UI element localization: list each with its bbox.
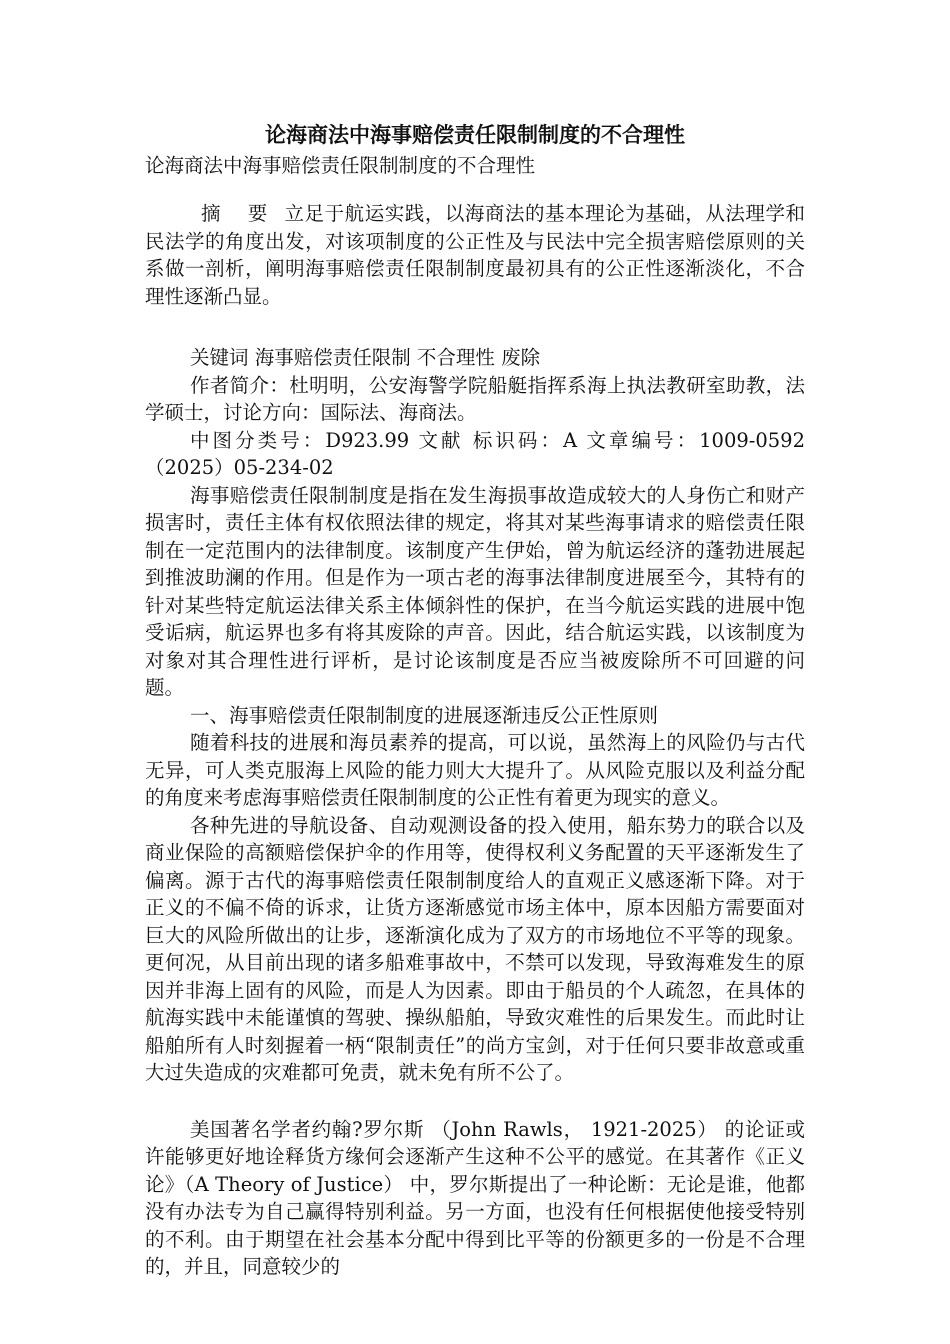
classification-info: 中图分类号：D923.99 文献 标识码：A 文章编号：1009-0592（2025）05-234-02: [145, 428, 805, 479]
section-heading: 一、海事赔偿责任限制制度的进展逐渐违反公正性原则: [190, 703, 659, 727]
body-paragraph: 随着科技的进展和海员素养的提高，可以说，虽然海上的风险仍与古代无异，可人类克服海上风险的能力则大大提升了。从风险克服以及利益分配的角度来考虑海事赔偿责任限制制度的公正性有着更为现实的意义。: [145, 731, 805, 809]
abstract-label: 摘 要: [201, 202, 278, 225]
document-title: 论海商法中海事赔偿责任限制制度的不合理性: [265, 122, 685, 147]
abstract-text: 立足于航运实践，以海商法的基本理论为基础，从法理学和民法学的角度出发，对该项制度的公正性及与民法中完全损害赔偿原则的关系做一剖析，阐明海事赔偿责任限制制度最初具有的公正性逐渐淡化，不合理性逐渐凸显。: [145, 202, 805, 308]
document-subtitle: 论海商法中海事赔偿责任限制制度的不合理性: [145, 154, 536, 177]
author-intro: 作者简介：杜明明，公安海警学院船艇指挥系海上执法教研室助教，法学硕士，讨论方向：国际法、海商法。: [145, 373, 805, 424]
document-page: [145, 118, 805, 1281]
abstract: [145, 200, 805, 310]
body-paragraph: 美国著名学者约翰?罗尔斯 （John Rawls， 1921-2025） 的论证或许能够更好地诠释货方缘何会逐渐产生这种不公平的感觉。在其著作《正义论》（A Theory of Justice） 中，罗尔斯提出了一种论断：无论是谁，他都没有办法专为自己赢得特别利益。另一方面，也没有任何根据使他接受特别的不利。由于期望在社会基本分配中得到比平等的份额更多的一份是不合理的，并且，同意较少的: [145, 1117, 805, 1278]
keywords: 关键词 海事赔偿责任限制 不合理性 废除: [190, 346, 541, 369]
body-paragraph: 各种先进的导航设备、自动观测设备的投入使用，船东势力的联合以及商业保险的高额赔偿保护伞的作用等，使得权利义务配置的天平逐渐发生了偏离。源于古代的海事赔偿责任限制制度给人的直观正义感逐渐下降。对于正义的不偏不倚的诉求，让货方逐渐感觉市场主体中，原本因船方需要面对巨大的风险所做出的让步，逐渐演化成为了双方的市场地位不平等的现象。更何况，从目前出现的诸多船难事故中，不禁可以发现，导致海难发生的原因并非海上固有的风险，而是人为因素。即由于船员的个人疏忽，在具体的航海实践中未能谨慎的驾驶、操纵船舶，导致灾难性的后果发生。而此时让船舶所有人时刻握着一柄“限制责任”的尚方宝剑，对于任何只要非故意或重大过失造成的灾难都可免责，就未免有所不公了。: [145, 813, 805, 1084]
body-paragraph: 海事赔偿责任限制制度是指在发生海损事故造成较大的人身伤亡和财产损害时，责任主体有权依照法律的规定，将其对某些海事请求的赔偿责任限制在一定范围内的法律制度。该制度产生伊始，曾为航运经济的蓬勃进展起到推波助澜的作用。但是作为一项古老的海事法律制度进展至今，其特有的针对某些特定航运法律关系主体倾斜性的保护，在当今航运实践的进展中饱受诟病，航运界也多有将其废除的声音。因此，结合航运实践，以该制度为对象对其合理性进行评析，是讨论该制度是否应当被废除所不可回避的问题。: [145, 483, 805, 699]
